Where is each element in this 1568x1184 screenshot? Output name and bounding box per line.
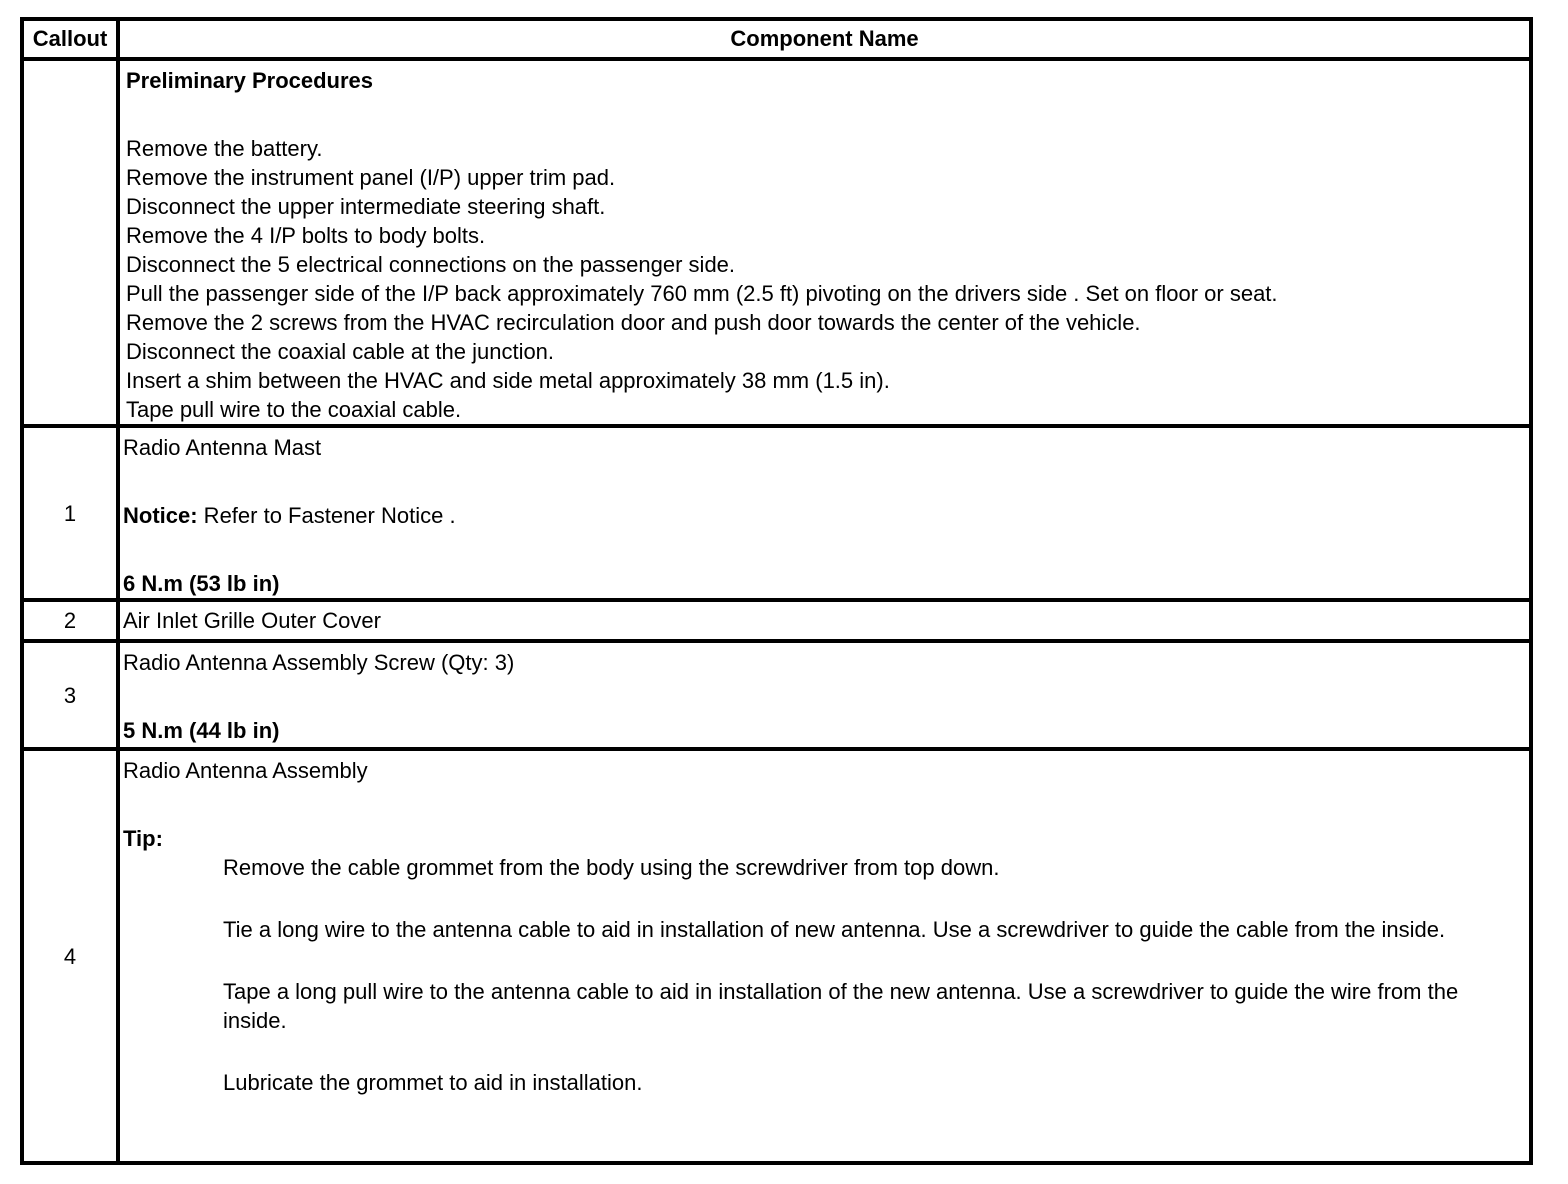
preliminary-step: Disconnect the upper intermediate steering shaft. [126, 194, 606, 219]
tip-item: Lubricate the grommet to aid in installation. [223, 1070, 643, 1095]
table-row-4 [22, 749, 1531, 1163]
torque-spec: 6 N.m (53 lb in) [123, 571, 280, 596]
torque-spec: 5 N.m (44 lb in) [123, 718, 280, 743]
notice-text: Refer to Fastener Notice . [197, 503, 456, 528]
preliminary-title: Preliminary Procedures [126, 68, 374, 93]
component-table [20, 17, 1533, 1165]
preliminary-step: Remove the 4 I/P bolts to body bolts. [126, 223, 486, 248]
tip-item: Tape a long pull wire to the antenna cable to aid in installation of the new antenna. Use a screwdriver to guide the wire from the inside. [223, 979, 1459, 1033]
table-row-3 [22, 641, 1531, 749]
preliminary-step: Remove the 2 screws from the HVAC recirculation door and push door towards the center of the vehicle. [126, 310, 1141, 335]
preliminary-step: Insert a shim between the HVAC and side metal approximately 38 mm (1.5 in). [126, 368, 890, 393]
tip-label: Tip: [123, 826, 163, 851]
preliminary-step: Remove the battery. [126, 136, 323, 161]
component-name: Air Inlet Grille Outer Cover [123, 608, 381, 633]
callout-number: 2 [22, 600, 118, 641]
component-table-sheet [20, 17, 1533, 1165]
header-component-name: Component Name [118, 19, 1531, 59]
component-cell [118, 426, 1531, 600]
callout-number: 3 [22, 641, 118, 749]
preliminary-cell [118, 59, 1531, 426]
component-cell [118, 749, 1531, 1163]
callout-number: 1 [22, 426, 118, 600]
component-cell [118, 641, 1531, 749]
component-name: Radio Antenna Mast [123, 435, 322, 460]
callout-number: 4 [22, 749, 118, 1163]
table-row-2 [22, 600, 1531, 641]
tip-item: Remove the cable grommet from the body using the screwdriver from top down. [223, 855, 1000, 880]
preliminary-step: Disconnect the coaxial cable at the junction. [126, 339, 555, 364]
header-row [22, 19, 1531, 59]
callout-cell-empty [22, 59, 118, 426]
component-cell [118, 600, 1531, 641]
tip-item: Tie a long wire to the antenna cable to aid in installation of new antenna. Use a screwdriver to guide the cable from the inside. [223, 917, 1446, 942]
table-row-preliminary [22, 59, 1531, 426]
preliminary-step: Disconnect the 5 electrical connections on the passenger side. [126, 252, 736, 277]
notice-label: Notice: [123, 503, 198, 528]
preliminary-step: Pull the passenger side of the I/P back approximately 760 mm (2.5 ft) pivoting on the drivers side . Set on floor or seat. [126, 281, 1278, 306]
preliminary-step: Remove the instrument panel (I/P) upper trim pad. [126, 165, 616, 190]
preliminary-step: Tape pull wire to the coaxial cable. [126, 397, 462, 422]
component-name: Radio Antenna Assembly [123, 758, 368, 783]
header-callout: Callout [22, 19, 118, 59]
table-row-1 [22, 426, 1531, 600]
component-name: Radio Antenna Assembly Screw (Qty: 3) [123, 650, 515, 675]
